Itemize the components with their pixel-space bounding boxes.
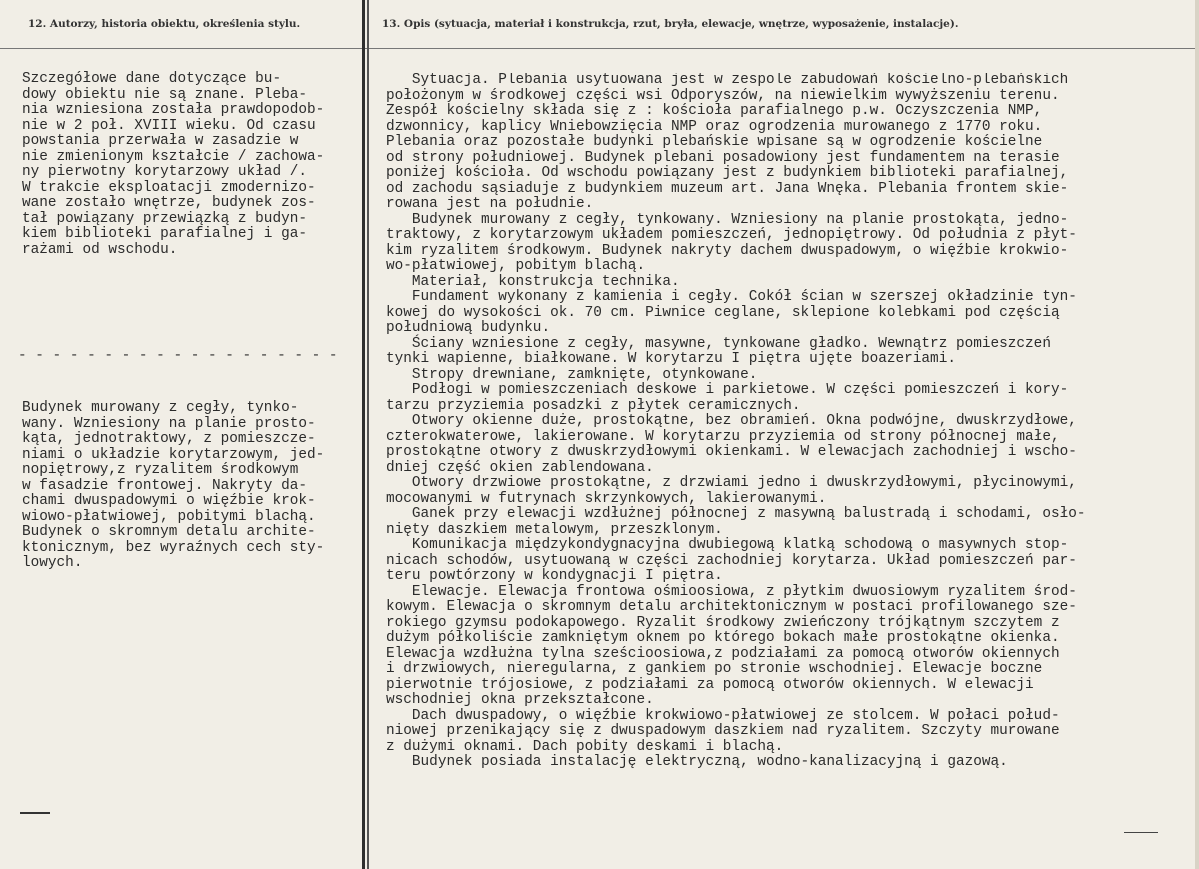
description-line: teru powtórzony w kondygnacji I piętra. (386, 568, 723, 584)
style-line: w fasadzie frontowej. Nakryty da- (22, 477, 307, 494)
description-line: kowej do wysokości ok. 70 cm. Piwnice ceglane, sklepione kolebkami pod częścią (386, 304, 1060, 321)
style-text (22, 401, 362, 572)
history-line: tał powiązany przewiązką z budyn- (22, 210, 307, 227)
history-line: wane zostało wnętrze, budynek zos- (22, 195, 316, 211)
description-line: Dach dwuspadowy, o więźbie krokwiowo-płatwiowej ze stolcem. W połaci połud- (386, 707, 1060, 724)
description-line: Plebania oraz pozostałe budynki plebańskie wpisane są w ogrodzenie kościelne (386, 134, 1043, 150)
history-line: rażami od wschodu. (22, 241, 178, 258)
end-mark-line (1124, 832, 1158, 833)
description-line: Sytuacja. Plebania usytuowana jest w zespole zabudowań kościelno-plebańskich (386, 73, 1069, 88)
column-divider-inner (367, 0, 369, 869)
style-line: wany. Wzniesiony na planie prosto- (22, 415, 316, 432)
description-line: położonym w środkowej części wsi Odporyszów, na niewielkim wywyższeniu terenu. (386, 87, 1060, 104)
style-line: ktonicznym, bez wyraźnych cech sty- (22, 539, 325, 556)
history-line: nie w 2 poł. XVIII wieku. Od czasu (22, 117, 316, 134)
description-line: Budynek posiada instalację elektryczną, wodno-kanalizacyjną i gazową. (386, 754, 1008, 770)
description-line: Ganek przy elewacji wzdłużnej północnej z masywną balustradą i schodami, osło- (386, 506, 1086, 522)
description-line: czterokwaterowe, lakierowane. W korytarzu przyziemia od strony północnej małe, (386, 428, 1060, 445)
description-line: Komunikacja międzykondygnacyjna dwubiegową klatką schodową o masywnych stop- (386, 537, 1069, 553)
header-authors-history: 12. Autorzy, historia obiektu, określenia stylu. (28, 18, 301, 30)
description-line: kim ryzalitem środkowym. Budynek nakryty dachem dwuspadowym, o więźbie krokwio- (386, 242, 1069, 259)
description-line: od zachodu sąsiaduje z budynkiem muzeum art. Jana Wnęka. Plebania frontem skie- (386, 180, 1069, 197)
description-line: rokiego gzymsu podokapowego. Ryzalit środkowy zwieńczony trójkątnym szczytem z (386, 614, 1060, 631)
description-line: Otwory drzwiowe prostokątne, z drzwiami jedno i dwuskrzydłowymi, płycinowymi, (386, 475, 1077, 491)
description-line: tynki wapienne, białkowane. W korytarzu I piętra ujęte boazeriami. (386, 351, 956, 367)
description-line: Otwory okienne duże, prostokątne, bez obramień. Okna podwójne, dwuskrzydłowe, (386, 413, 1077, 429)
header-description: 13. Opis (sytuacja, materiał i konstrukcja, rzut, bryła, elewacje, wnętrze, wyposażenie, instalacje). (382, 18, 959, 30)
short-dash-mark (20, 812, 50, 814)
style-line: chami dwuspadowymi o więźbie krok- (22, 493, 316, 509)
description-line: Stropy drewniane, zamknięte, otynkowane. (386, 366, 758, 383)
history-line: nia wzniesiona została prawdopodob- (22, 102, 325, 118)
history-line: nie zmienionym kształcie / zachowa- (22, 148, 325, 165)
style-line: niami o układzie korytarzowym, jed- (22, 446, 325, 463)
description-line: tarzu przyziemia posadzki z płytek ceramicznych. (386, 397, 801, 414)
section-separator: - - - - - - - - - - - - - - - - - - - (18, 348, 338, 364)
description-line: wschodniej okna przekształcone. (386, 692, 654, 708)
description-line: niowej przenikający się z dwuspadowym daszkiem nad ryzalitem. Szczyty murowane (386, 723, 1060, 739)
description-line: Materiał, konstrukcja technika. (386, 273, 680, 290)
description-line: nięty daszkiem metalowym, przeszklonym. (386, 521, 723, 538)
style-line: wiowo-płatwiowej, pobitymi blachą. (22, 508, 316, 525)
history-line: dowy obiektu nie są znane. Pleba- (22, 86, 307, 103)
description-line: Elewacje. Elewacja frontowa ośmioosiowa, z płytkim dwuosiowym ryzalitem środ- (386, 583, 1077, 600)
style-line: Budynek murowany z cegły, tynko- (22, 400, 299, 416)
description-line: dniej część okien zablendowana. (386, 459, 654, 476)
description-line: dzwonnicy, kaplicy Wniebowzięcia NMP oraz ogrodzenia murowanego z 1770 roku. (386, 118, 1043, 135)
header-divider (0, 48, 1199, 49)
description-line: kowym. Elewacja o skromnym detalu architektonicznym w postaci profilowanego sze- (386, 599, 1077, 615)
description-line: wo-płatwiowej, pobitym blachą. (386, 258, 646, 274)
description-line: Budynek murowany z cegły, tynkowany. Wzniesiony na planie prostokąta, jedno- (386, 211, 1069, 228)
history-line: W trakcie eksploatacji zmodernizo- (22, 179, 316, 196)
history-line: ny pierwotny korytarzowy układ /. (22, 164, 307, 180)
description-line: Elewacja wzdłużna tylna sześcioosiowa,z podziałami za pomocą otworów okiennych (386, 645, 1060, 662)
description-line: rowana jest na południe. (386, 196, 594, 212)
description-line: prostokątne otwory z dwuskrzydłowymi okienkami. W elewacjach zachodniej i wscho- (386, 444, 1077, 460)
description-line: Fundament wykonany z kamienia i cegły. Cokół ścian w szerszej okładzinie tyn- (386, 289, 1077, 305)
style-line: nopiętrowy,z ryzalitem środkowym (22, 462, 299, 478)
description-line: mocowanymi w futrynach skrzynkowych, lakierowanymi. (386, 490, 827, 507)
style-line: Budynek o skromnym detalu archite- (22, 524, 316, 540)
description-line: z dużymi oknami. Dach pobity deskami i blachą. (386, 738, 784, 755)
description-text (386, 73, 1198, 771)
description-line: Zespół kościelny składa się z : kościoła parafialnego p.w. Oczyszczenia NMP, (386, 103, 1043, 119)
description-line: traktowy, z korytarzowym układem pomieszczeń, jednopiętrowy. Od południa z płyt- (386, 227, 1077, 243)
description-line: od strony południowej. Budynek plebani posadowiony jest fundamentem na terasie (386, 149, 1060, 166)
description-line: Podłogi w pomieszczeniach deskowe i parkietowe. W części pomieszczeń i kory- (386, 382, 1069, 398)
history-line: powstania przerwała w zasadzie w (22, 133, 299, 149)
description-line: nicach schodów, usytuowaną w części zachodniej korytarza. Układ pomieszczeń par- (386, 552, 1077, 569)
description-line: pierwotnie trójosiowe, z podziałami za pomocą otworów okiennych. W elewacji (386, 676, 1034, 693)
description-line: dużym półkoliście zamkniętym oknem po którego bokach małe prostokątne okienka. (386, 630, 1060, 646)
style-line: kąta, jednotraktowy, z pomieszcze- (22, 431, 316, 447)
description-line: południową budynku. (386, 320, 551, 336)
history-text (22, 72, 362, 258)
description-line: poniżej kościoła. Od wschodu powiązany jest z budynkiem biblioteki parafialnej, (386, 165, 1069, 181)
column-divider (362, 0, 365, 869)
history-line: Szczegółowe dane dotyczące bu- (22, 71, 282, 87)
description-line: Ściany wzniesione z cegły, masywne, tynkowane gładko. Wewnątrz pomieszczeń (386, 335, 1051, 352)
style-line: lowych. (22, 555, 83, 571)
description-line: i drzwiowych, nieregularna, z gankiem po stronie wschodniej. Elewacje boczne (386, 661, 1043, 677)
history-line: kiem biblioteki parafialnej i ga- (22, 226, 307, 242)
